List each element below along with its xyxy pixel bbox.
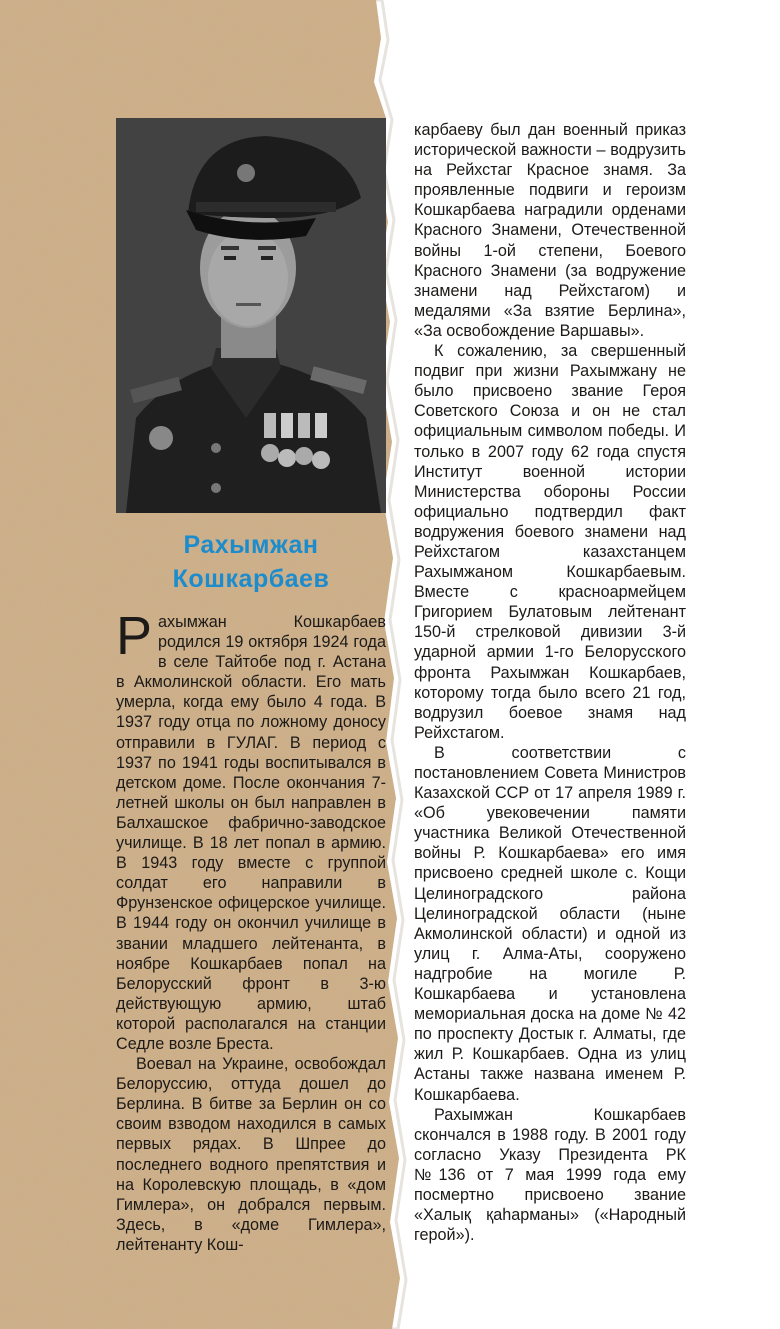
paragraph-intro xyxy=(116,606,386,1054)
paragraph-recognition: К сожалению, за свершенный подвиг при жизни Рахымжану не было присвоено звание Героя Советского Союза и он не стал официальным символом победы. И только в 2007 году 62 года спустя Институт военной истории Министерства обороны России официально подтвердил факт водружения боевого знамени над Рейхстагом казахстанцем Рахымжаном Кошкарбаевым. Вместе с красноармейцем Григорием Булатовым лейтенант 150-й стрелковой дивизии 3-й ударной армии 1-го Белорусского фронта Рахымжан Кошкарбаев, которому тогда было всего 21 год, водрузил боевое знамя над Рейхстагом. xyxy=(414,342,686,742)
right-column xyxy=(414,120,686,1245)
paragraph-intro-text: ахымжан Кошкарбаев родился 19 октября 1924 года в селе Тайтобе под г. Астана в Акмолинской области. Его мать умерла, когда ему было 4 года. В 1937 году отца по ложному доносу отправили в ГУЛАГ. В период с 1937 по 1941 годы воспитывался в детском доме. После окончания 7-летней школы он был направлен в Балхашское фабрично-заводское училище. В 18 лет попал в армию. В 1943 году вместе с группой солдат его направили в Фрунзенское офицерское училище. В 1944 году он окончил училище в звании младшего лейтенанта, в ноябре Кошкарбаев попал на Белорусский фронт в 3-ю действующую армию, штаб которой располагался на станции Седле возле Бреста. xyxy=(116,613,386,1053)
dropcap-letter: Р xyxy=(116,606,153,666)
name-first: Рахымжан xyxy=(183,531,319,559)
name-last: Кошкарбаев xyxy=(172,565,330,593)
portrait-photo xyxy=(116,118,386,513)
paragraph-death: Рахымжан Кошкарбаев скончался в 1988 году. В 2001 году согласно Указу Президента РК №136 от 7 мая 1999 года ему посмертно присвоено звание «Халық қаһарманы» («Народный герой»). xyxy=(414,1105,686,1245)
portrait-photo-icon xyxy=(116,118,386,513)
paragraph-memorial: В соответствии с постановлением Совета Министров Казахской ССР от 17 апреля 1989 г. «Об увековечении памяти участника Великой Отечественной войны Р. Кошкарбаева» его имя присвоено средней школе с. Кощи Целиноградского района Целиноградской области (ныне Акмолинской области) и одной из улиц г. Алма-Аты, сооружено надгробие на могиле Р. Кошкарбаева и установлена мемориальная доска на доме № 42 по проспекту Достык г. Алматы, где жил Р. Кошкарбаев. Одна из улиц Астаны также названа именем Р. Кошкарбаева. xyxy=(414,743,686,1104)
paragraph-awards: карбаеву был дан военный приказ исторической важности – водрузить на Рейхстаг Красное знамя. За проявленные подвиги и героизм Кошкарбаева наградили орденами Красного Знамени, Отечественной войны 1-ой степени, Боевого Красного Знамени (за водружение знамени над Рейхстагом) и медалями «За взятие Берлина», «За освобождение Варшавы». xyxy=(414,121,686,340)
left-column xyxy=(116,606,386,1255)
person-name-title xyxy=(116,528,386,596)
paragraph-war: Воевал на Украине, освобождал Белоруссию, оттуда дошел до Берлина. В битве за Берлин он со своим взводом находился в самых первых рядах. В Шпрее до последнего водного препятствия и на Королевскую площадь, в «дом Гимлера», он добрался первым. Здесь, в «доме Гимлера», лейтенанту Кош- xyxy=(116,1055,386,1254)
